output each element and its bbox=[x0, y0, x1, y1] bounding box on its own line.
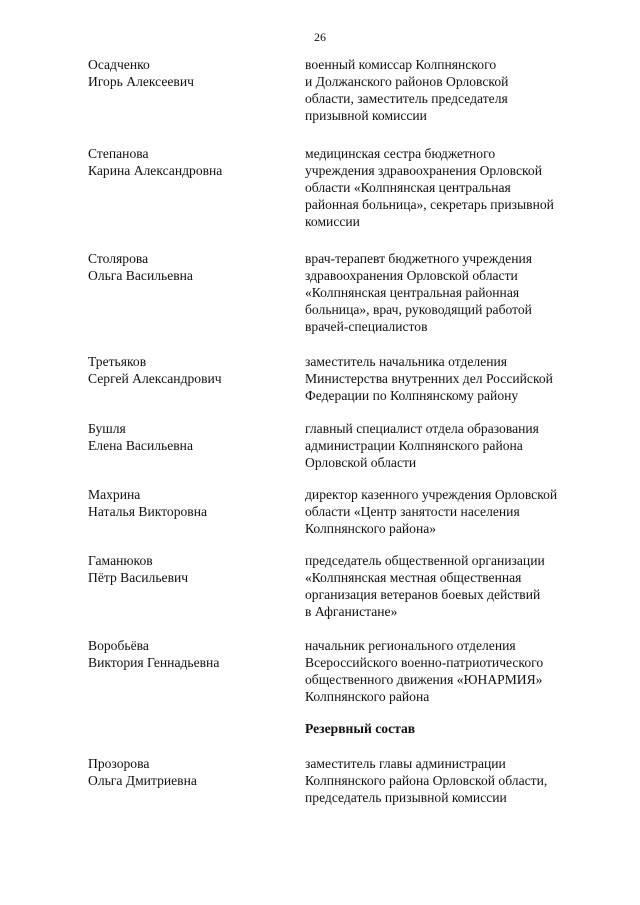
position-line: Колпнянского района» bbox=[305, 521, 437, 536]
position-line: начальник регионального отделения bbox=[305, 638, 516, 653]
position-line: военный комиссар Колпнянского bbox=[305, 57, 497, 72]
position-line: в Афганистане» bbox=[305, 604, 398, 619]
given-names: Сергей Александрович bbox=[88, 371, 222, 386]
position-line: районная больница», секретарь призывной bbox=[305, 197, 554, 212]
given-names: Виктория Геннадьевна bbox=[88, 655, 220, 670]
position-line: заместитель начальника отделения bbox=[305, 354, 508, 369]
given-names: Наталья Викторовна bbox=[88, 504, 208, 519]
position-line: главный специалист отдела образования bbox=[305, 421, 539, 436]
member-position bbox=[305, 552, 605, 620]
surname: Прозорова bbox=[88, 756, 150, 771]
position-line: Всероссийского военно-патриотического bbox=[305, 655, 544, 670]
member-position bbox=[305, 145, 605, 230]
position-line: Министерства внутренних дел Российской bbox=[305, 371, 553, 386]
position-line: медицинская сестра бюджетного bbox=[305, 146, 496, 161]
given-names: Игорь Алексеевич bbox=[88, 74, 194, 89]
position-line: организация ветеранов боевых действий bbox=[305, 587, 541, 602]
position-line: призывной комиссии bbox=[305, 108, 427, 123]
member-position bbox=[305, 637, 605, 705]
reserve-section-title: Резервный состав bbox=[305, 721, 416, 736]
member-name bbox=[88, 755, 288, 789]
surname: Гаманюков bbox=[88, 553, 153, 568]
given-names: Ольга Васильевна bbox=[88, 268, 193, 283]
position-line: Колпнянского района Орловской области, bbox=[305, 773, 548, 788]
member-name bbox=[88, 56, 288, 90]
surname: Осадченко bbox=[88, 57, 150, 72]
page-number: 26 bbox=[314, 30, 326, 44]
position-line: «Колпнянская центральная районная bbox=[305, 285, 520, 300]
surname: Третьяков bbox=[88, 354, 147, 369]
given-names: Ольга Дмитриевна bbox=[88, 773, 197, 788]
position-line: учреждения здравоохранения Орловской bbox=[305, 163, 542, 178]
given-names: Елена Васильевна bbox=[88, 438, 193, 453]
member-position bbox=[305, 420, 605, 471]
position-line: комиссии bbox=[305, 214, 360, 229]
member-position bbox=[305, 250, 605, 335]
position-line: директор казенного учреждения Орловской bbox=[305, 487, 558, 502]
given-names: Пётр Васильевич bbox=[88, 570, 189, 585]
member-position bbox=[305, 486, 605, 537]
member-name bbox=[88, 420, 288, 454]
member-name bbox=[88, 637, 288, 671]
member-name bbox=[88, 486, 288, 520]
member-name bbox=[88, 552, 288, 586]
member-position bbox=[305, 56, 605, 124]
position-line: председатель общественной организации bbox=[305, 553, 545, 568]
position-line: области «Центр занятости населения bbox=[305, 504, 520, 519]
position-line: врач-терапевт бюджетного учреждения bbox=[305, 251, 533, 266]
position-line: Орловской области bbox=[305, 455, 417, 470]
member-name bbox=[88, 145, 288, 179]
position-line: общественного движения «ЮНАРМИЯ» bbox=[305, 672, 543, 687]
surname: Столярова bbox=[88, 251, 149, 266]
position-line: Колпнянского района bbox=[305, 689, 430, 704]
position-line: и Должанского районов Орловской bbox=[305, 74, 509, 89]
member-position bbox=[305, 755, 605, 806]
surname: Махрина bbox=[88, 487, 141, 502]
surname: Степанова bbox=[88, 146, 149, 161]
position-line: председатель призывной комиссии bbox=[305, 790, 507, 805]
position-line: больница», врач, руководящий работой bbox=[305, 302, 532, 317]
position-line: области, заместитель председателя bbox=[305, 91, 508, 106]
member-position bbox=[305, 353, 605, 404]
position-line: врачей-специалистов bbox=[305, 319, 428, 334]
surname: Бушля bbox=[88, 421, 126, 436]
position-line: здравоохранения Орловской области bbox=[305, 268, 518, 283]
position-line: области «Колпнянская центральная bbox=[305, 180, 511, 195]
surname: Воробьёва bbox=[88, 638, 149, 653]
position-line: заместитель главы администрации bbox=[305, 756, 506, 771]
position-line: администрации Колпнянского района bbox=[305, 438, 523, 453]
given-names: Карина Александровна bbox=[88, 163, 223, 178]
position-line: «Колпнянская местная общественная bbox=[305, 570, 522, 585]
member-name bbox=[88, 250, 288, 284]
position-line: Федерации по Колпнянскому району bbox=[305, 388, 519, 403]
member-name bbox=[88, 353, 288, 387]
